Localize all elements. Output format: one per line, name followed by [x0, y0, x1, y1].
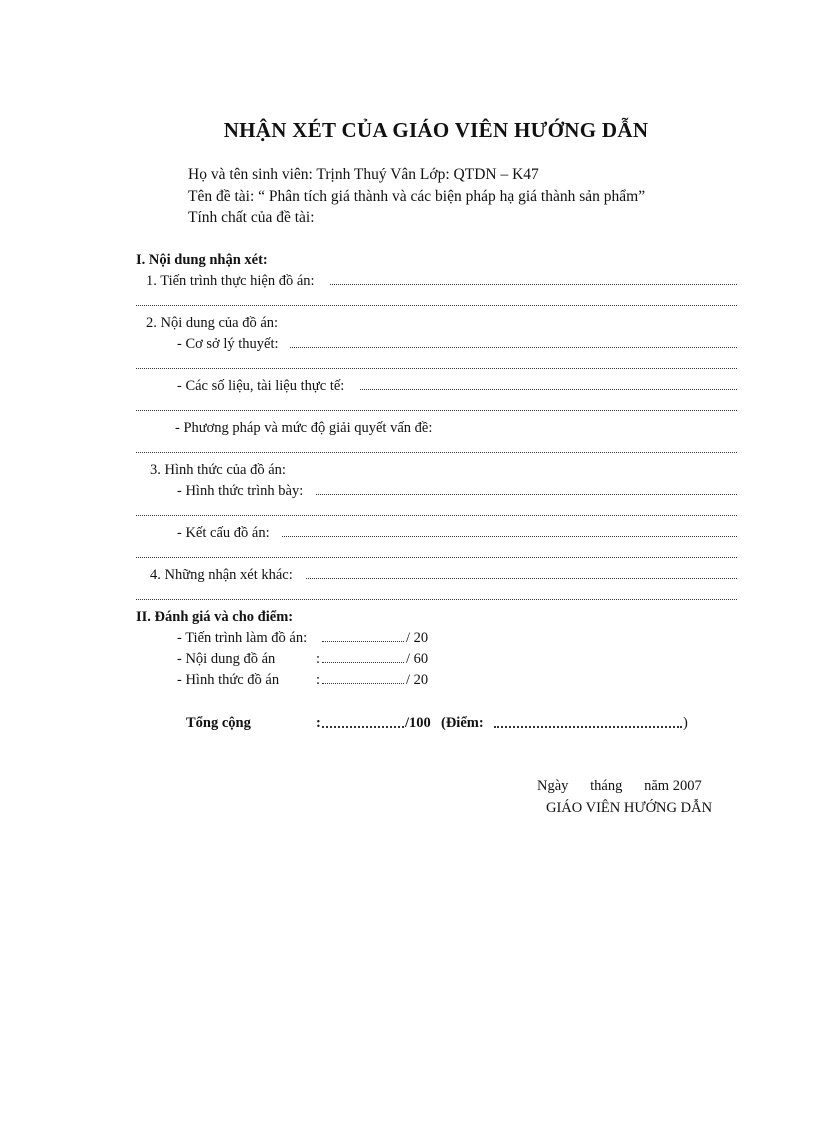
item-2b-continuation	[136, 404, 737, 411]
item-2-label: 2. Nội dung của đồ án:	[146, 315, 279, 331]
score-row-format-label: - Hình thức đồ án	[177, 672, 280, 688]
item-2b-fill	[360, 383, 737, 390]
score-row-content-label: - Nội dung đồ án	[177, 651, 276, 667]
total-label: Tổng cộng	[186, 715, 251, 731]
score-row-format-fill	[322, 677, 404, 684]
item-1-label: 1. Tiến trình thực hiện đồ án:	[146, 273, 315, 289]
topic-line: Tên đề tài: “ Phân tích giá thành và các biện pháp hạ giá thành sản phẩm”	[188, 188, 646, 205]
score-row-progress-label: - Tiến trình làm đồ án:	[177, 630, 308, 646]
score-fill	[494, 720, 682, 728]
score-row-content-fill	[322, 656, 404, 663]
total-colon: :	[316, 715, 321, 731]
section-2-heading: II. Đánh giá và cho điểm:	[136, 609, 294, 625]
item-2a-fill	[290, 341, 737, 348]
item-3a-label: - Hình thức trình bày:	[177, 483, 304, 499]
item-3b-fill	[282, 530, 737, 537]
form-title: NHẬN XÉT CỦA GIÁO VIÊN HƯỚNG DẪN	[223, 118, 649, 142]
item-2a-label: - Cơ sở lý thuyết:	[177, 336, 279, 352]
item-4-label: 4. Những nhận xét khác:	[150, 567, 293, 583]
score-row-format-max: / 20	[406, 672, 429, 688]
score-row-content-max: / 60	[406, 651, 429, 667]
score-row-content-colon: :	[316, 651, 321, 667]
signature-date: Ngày tháng năm 2007	[537, 778, 702, 794]
item-2c-label: - Phương pháp và mức độ giải quyết vấn đề:	[175, 420, 433, 436]
item-2a-continuation	[136, 362, 737, 369]
score-row-format-colon: :	[316, 672, 321, 688]
total-fill	[322, 720, 404, 728]
item-1-continuation	[136, 299, 737, 306]
section-1-heading: I. Nội dung nhận xét:	[136, 252, 268, 268]
score-label: (Điểm:	[441, 715, 484, 731]
score-row-progress-fill	[322, 635, 404, 642]
student-info-line: Họ và tên sinh viên: Trịnh Thuý Vân Lớp: QTDN – K47	[188, 166, 539, 183]
item-3a-continuation	[136, 509, 737, 516]
item-2c-continuation	[136, 446, 737, 453]
item-3-label: 3. Hình thức của đồ án:	[150, 462, 286, 478]
score-close: )	[683, 715, 688, 731]
total-max: /100	[405, 715, 431, 731]
item-2b-label: - Các số liệu, tài liệu thực tế:	[177, 378, 345, 394]
signature-role: GIÁO VIÊN HƯỚNG DẪN	[546, 800, 713, 816]
item-3a-fill	[316, 488, 737, 495]
item-4-fill	[306, 572, 737, 579]
item-3b-continuation	[136, 551, 737, 558]
topic-nature-line: Tính chất của đề tài:	[188, 209, 315, 226]
item-4-continuation	[136, 593, 737, 600]
score-row-progress-max: / 20	[406, 630, 429, 646]
item-1-fill	[330, 278, 737, 285]
item-3b-label: - Kết cấu đồ án:	[177, 525, 270, 541]
